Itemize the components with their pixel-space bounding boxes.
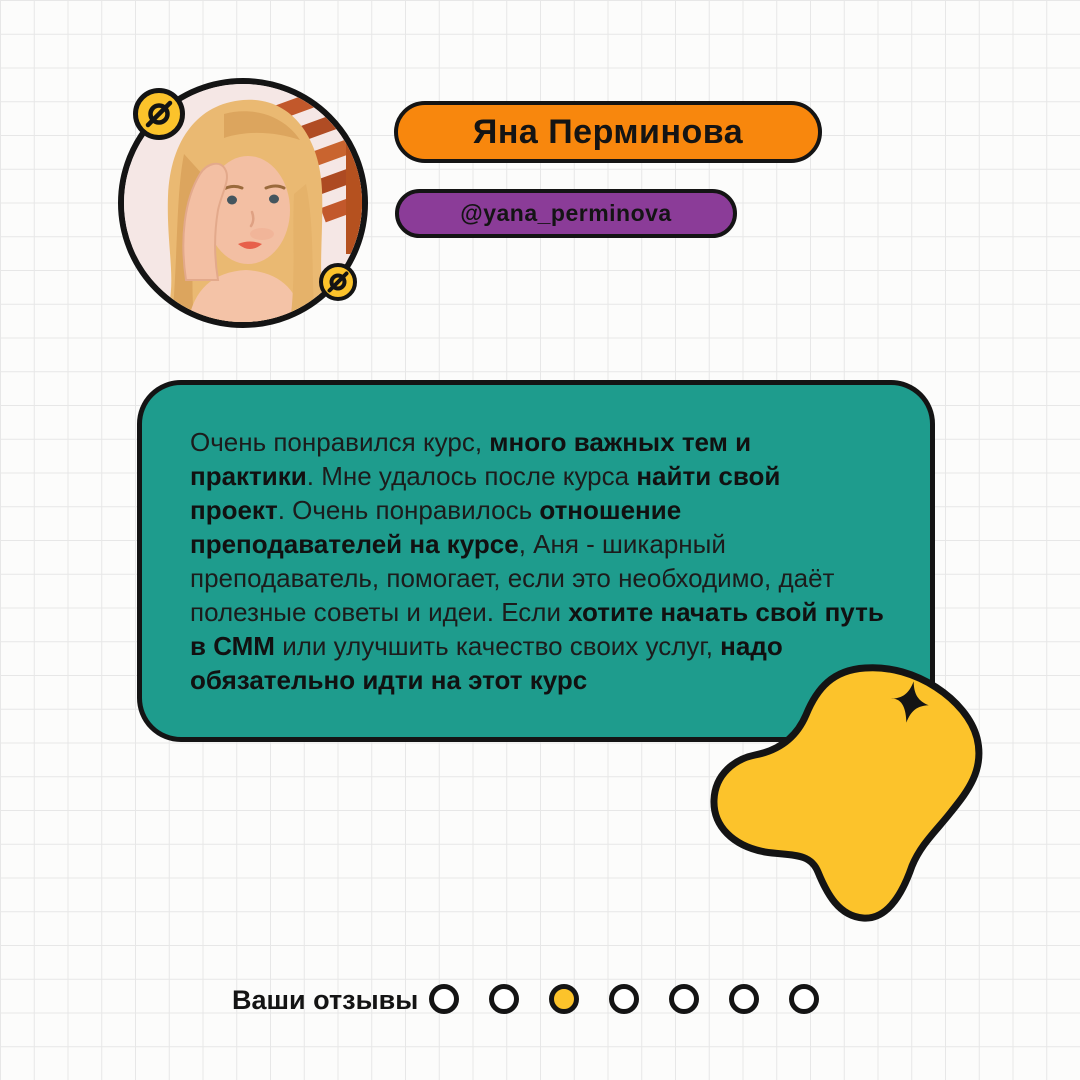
pagination-dot[interactable] — [669, 984, 699, 1014]
pagination-dots — [429, 984, 819, 1014]
pagination-label: Ваши отзывы — [232, 985, 419, 1015]
pagination-dot[interactable] — [729, 984, 759, 1014]
profile-name: Яна Перминова — [472, 112, 744, 151]
pagination-dot[interactable] — [429, 984, 459, 1014]
profile-name-pill — [394, 101, 822, 163]
crossed-circle-icon — [327, 271, 349, 293]
yellow-blob-decoration — [705, 660, 995, 926]
pagination-dot-active[interactable] — [549, 984, 579, 1014]
testimonial-line: полезные советы и идеи. Если хотите начать свой путь — [190, 597, 884, 627]
testimonial-line: практики. Мне удалось после курса найти свой — [190, 461, 781, 491]
blob-shape — [714, 668, 979, 918]
testimonial-line: преподавателей на курсе, Аня - шикарный — [190, 529, 726, 559]
crossed-circle-badge-bottom — [319, 263, 357, 301]
testimonial-line: Очень понравился курс, много важных тем и — [190, 427, 752, 457]
crossed-circle-icon — [145, 100, 173, 128]
testimonial-line: в СММ или улучшить качество своих услуг, надо — [190, 631, 783, 661]
pagination-dot[interactable] — [789, 984, 819, 1014]
testimonial-line: преподаватель, помогает, если это необходимо, даёт — [190, 563, 835, 593]
testimonial-text — [190, 425, 890, 697]
testimonial-line: проект. Очень понравилось отношение — [190, 495, 682, 525]
crossed-circle-badge-top — [133, 88, 185, 140]
profile-handle: @yana_perminova — [460, 200, 672, 226]
pagination-dot[interactable] — [609, 984, 639, 1014]
testimonial-line: обязательно идти на этот курс — [190, 665, 588, 695]
profile-handle-pill[interactable] — [395, 189, 737, 238]
pagination-dot[interactable] — [489, 984, 519, 1014]
